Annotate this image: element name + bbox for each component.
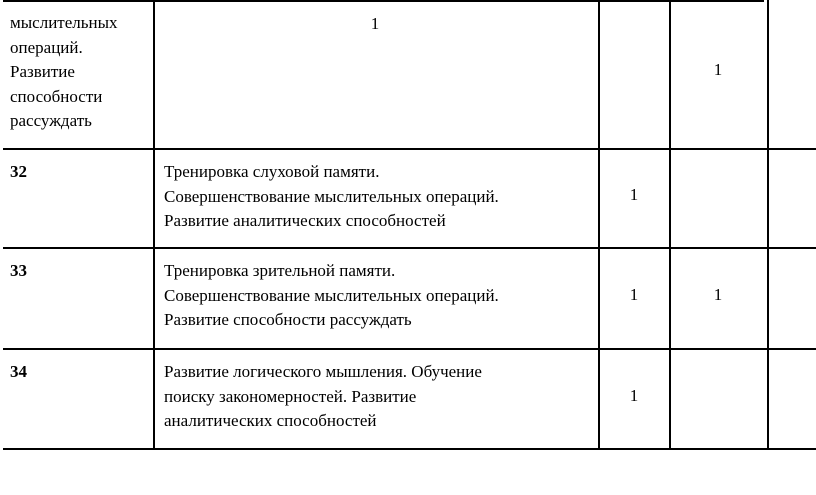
table-cell-hours-total: 1 bbox=[629, 386, 639, 405]
table-rule bbox=[3, 247, 816, 249]
table-cell-hours-practice: 1 bbox=[713, 60, 723, 79]
table-cell-topic: Тренировка слуховой памяти. Совершенствование мыслительных операций. Развитие аналитических способностей bbox=[164, 162, 499, 230]
table-rule bbox=[3, 448, 816, 450]
table-cell-number: 32 bbox=[10, 162, 27, 181]
table-rule bbox=[3, 148, 816, 150]
table-cell-topic: Развитие логического мышления. Обучение поиску закономерностей. Развитие аналитических способностей bbox=[164, 362, 482, 430]
table-rule bbox=[767, 0, 769, 450]
table-rule bbox=[669, 0, 671, 450]
table-cell-topic: мыслительных операций. Развитие способности рассуждать bbox=[10, 13, 118, 130]
table-cell-hours-total: 1 bbox=[370, 14, 380, 33]
table-rule bbox=[153, 0, 155, 450]
table-cell-number: 34 bbox=[10, 362, 27, 381]
table-cell-hours-theory: 1 bbox=[713, 285, 723, 304]
table-cell-hours-total: 1 bbox=[629, 185, 639, 204]
table-rule bbox=[598, 0, 600, 450]
table-cell-topic: Тренировка зрительной памяти. Совершенствование мыслительных операций. Развитие способности рассуждать bbox=[164, 261, 499, 329]
table-cell-number: 33 bbox=[10, 261, 27, 280]
table-cell-hours-total: 1 bbox=[629, 285, 639, 304]
table-rule bbox=[3, 0, 764, 2]
table-rule bbox=[3, 348, 816, 350]
